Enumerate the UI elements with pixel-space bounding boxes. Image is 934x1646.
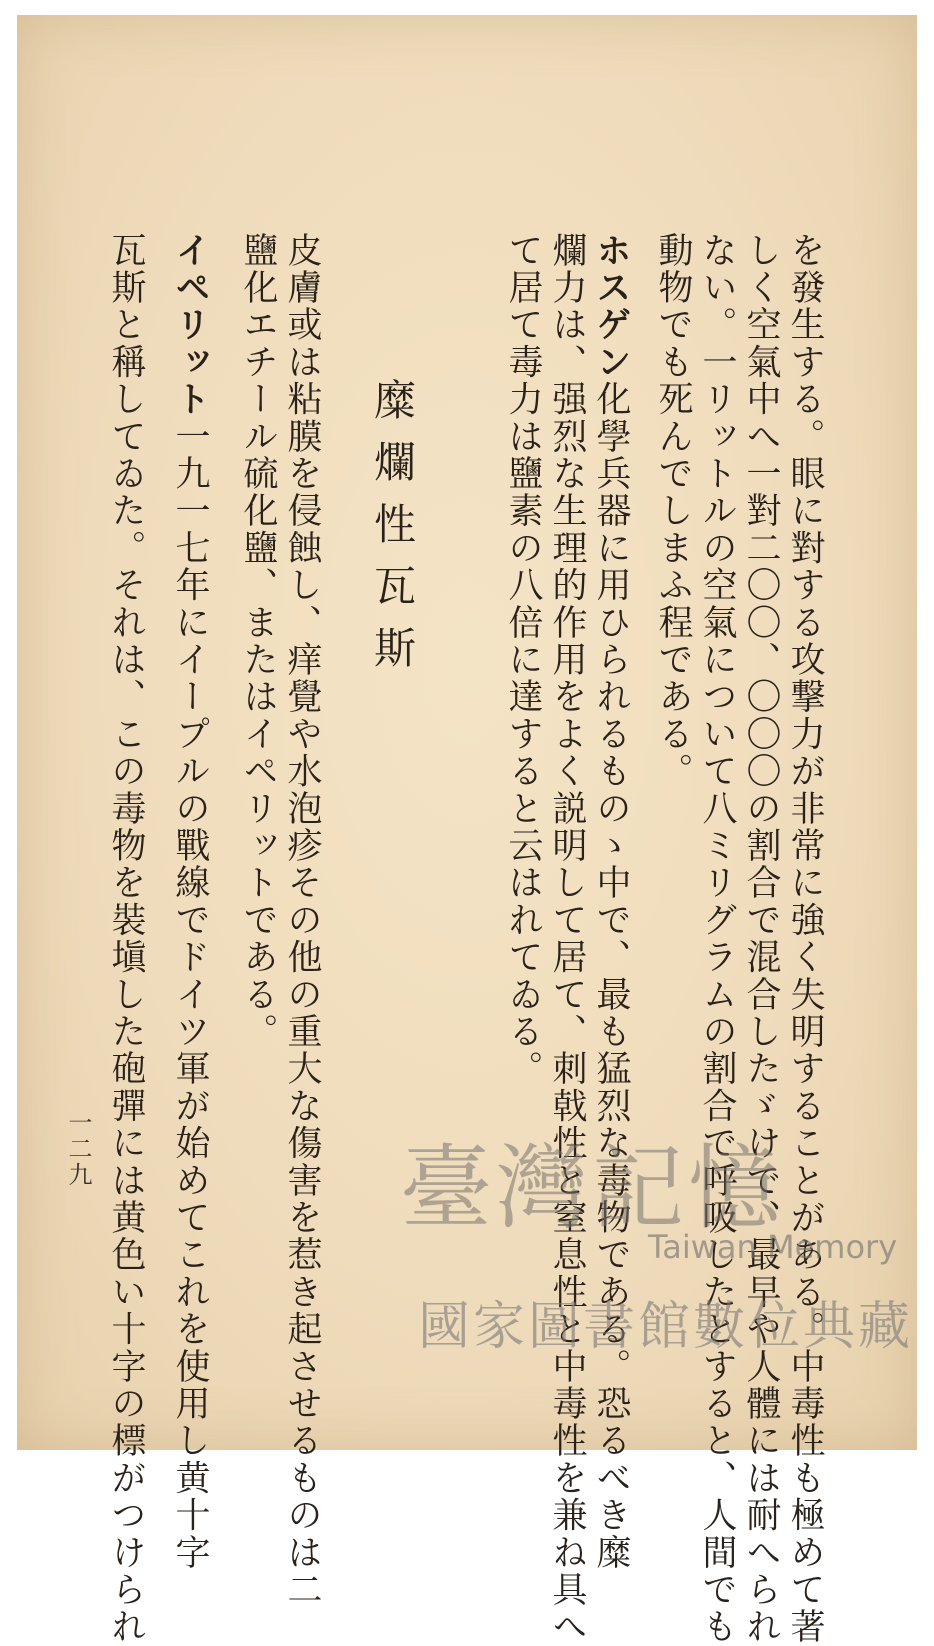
text-column-10: イペリット一九一七年にイープルの戰線でドイツ軍が始めてこれを使用し黄十字 <box>170 232 210 1572</box>
text-column-7: て居て毒力は鹽素の八倍に達すると云はれてゐる。 <box>503 232 543 1088</box>
text-column-6: 爛力は、强烈な生理的作用をよく説明して居て、刺戟性と窒息性と中毒性を兼ね具へ <box>547 232 587 1646</box>
text-column-11: 瓦斯と稱してゐた。それは、この毒物を裝塡した砲彈には黄色い十字の標がつけられ <box>106 232 146 1646</box>
text-column-1: を發生する。眼に對する攻撃力が非常に強く失明することがある。中毒性も極めて著 <box>785 232 825 1646</box>
term-phosgene: ホスゲン <box>591 232 631 381</box>
watermark-english: Taiwan Memory <box>648 1228 898 1266</box>
page-number: 一二九 <box>64 1110 92 1188</box>
watermark-organization: 國家圖書館數位典藏 <box>418 1297 914 1357</box>
text-column-9: 鹽化エチール硫化鹽、またはイペリットである。 <box>238 232 278 1051</box>
text-column-4: 動物でも死んでしまふ程である。 <box>653 232 693 790</box>
text-column-2: しく空氣中へ一對二〇〇、〇〇〇の割合で混合したゞけで、最早や人體には耐へられ <box>741 232 781 1646</box>
watermark-logo: 臺灣記憶 <box>400 1135 785 1242</box>
text-column-3: ない。一リットルの空氣について八ミリグラムの割合で呼吸したとすると、人間でも <box>697 232 737 1646</box>
text-column-8: 皮膚或は粘膜を侵蝕し、痒覺や水泡疹その他の重大な傷害を惹き起させるものは二 <box>282 232 322 1609</box>
section-heading: 糜爛性瓦斯 <box>368 378 417 688</box>
text-column-5: ホスゲン化學兵器に用ひられるものゝ中で、最も猛烈な毒物である。恐るべき糜 <box>591 232 631 1572</box>
term-yperite: イペリット <box>170 232 210 418</box>
